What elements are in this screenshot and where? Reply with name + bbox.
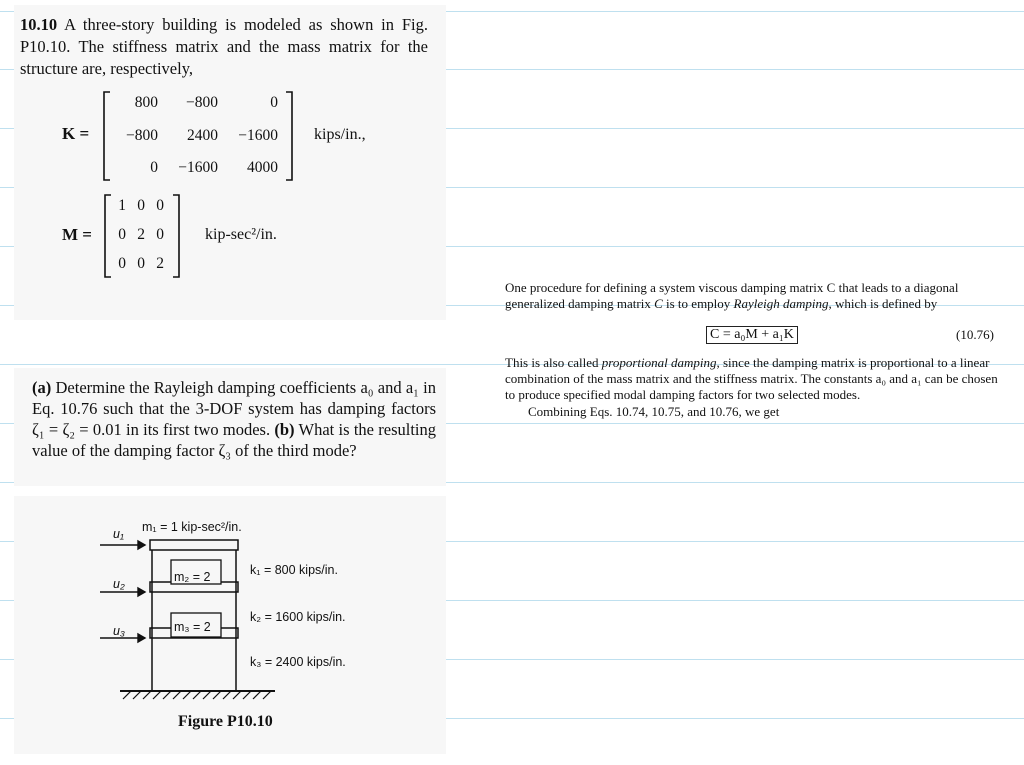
m-cell: 1: [118, 197, 126, 214]
proportional-damping-text: [505, 355, 1010, 403]
k2-label: k₂ = 1600 kips/in.: [250, 610, 346, 624]
notes-para1-b: is to employ: [662, 296, 734, 311]
stiffness-unit: kips/in.,: [314, 126, 366, 143]
equation-number: (10.76): [956, 327, 994, 342]
k-cell: 4000: [247, 159, 278, 176]
m-cell: 0: [156, 226, 164, 243]
k-cell: 0: [150, 159, 158, 176]
m-cell: 0: [156, 197, 164, 214]
k-cell: −800: [186, 94, 218, 111]
stiffness-matrix-label: K =: [62, 124, 90, 143]
m-cell: 0: [118, 255, 126, 272]
k-cell: 0: [270, 94, 278, 111]
m3-label: m₃ = 2: [174, 620, 211, 634]
mass-matrix-label: M =: [62, 225, 92, 244]
k-cell: −1600: [178, 159, 218, 176]
k-cell: 800: [134, 94, 158, 111]
m1-label: m₁ = 1 kip-sec²/in.: [142, 520, 242, 534]
m2-label: m₂ = 2: [174, 570, 211, 584]
problem-intro: [20, 14, 428, 80]
notes-para2-b: , since the damping matrix is proportional to a linear combination of the mass matrix and the stiffness matrix. The constants a₀ and a₁ can be chosen to produce specified modal damping factors for two selected modes.: [505, 355, 998, 402]
u3-label: u₃: [113, 624, 125, 638]
notes-para2-a: This is also called: [505, 355, 602, 370]
problem-questions: [32, 377, 436, 461]
figure-caption: Figure P10.10: [178, 713, 273, 730]
k-cell: 2400: [187, 127, 218, 144]
m-cell: 0: [137, 255, 145, 272]
rayleigh-intro: [505, 280, 1010, 312]
question-a: Determine the Rayleigh damping coefficients a₀ and a₁ in Eq. 10.76 such that the 3-DOF system has damping factors ζ₁ = ζ₂ = 0.01 in its first two modes.: [32, 378, 437, 439]
question-b-tag: (b): [274, 420, 295, 439]
notes-para1-a: One procedure for defining a system viscous damping matrix C that leads to a diagonal generalized damping matrix: [505, 280, 959, 311]
m-cell: 2: [156, 255, 164, 272]
problem-intro-text: A three-story building is modeled as shown in Fig. P10.10. The stiffness matrix and the mass matrix for the structure are, respectively,: [20, 15, 428, 78]
k3-label: k₃ = 2400 kips/in.: [250, 655, 346, 669]
problem-number: 10.10: [20, 15, 58, 34]
question-b: What is the resulting value of the damping factor ζ₃ of the third mode?: [32, 420, 436, 460]
notes-para1-term: Rayleigh damping: [733, 296, 829, 311]
notes-para2-term: proportional damping: [601, 355, 717, 370]
k-cell: −1600: [238, 127, 278, 144]
rayleigh-equation: C = a₀M + a₁K: [706, 326, 798, 344]
u1-label: u₁: [113, 527, 124, 541]
u2-label: u₂: [113, 577, 125, 591]
k-cell: −800: [126, 127, 158, 144]
k1-label: k₁ = 800 kips/in.: [250, 563, 338, 577]
m-cell: 0: [118, 226, 126, 243]
mass-unit: kip-sec²/in.: [205, 226, 277, 243]
combining-text: Combining Eqs. 10.74, 10.75, and 10.76, we get: [528, 404, 780, 419]
m-cell: 2: [137, 226, 145, 243]
question-a-tag: (a): [32, 378, 52, 397]
notes-para1-c: C: [654, 296, 663, 311]
m-cell: 0: [137, 197, 145, 214]
notes-para1-end: , which is defined by: [828, 296, 938, 311]
